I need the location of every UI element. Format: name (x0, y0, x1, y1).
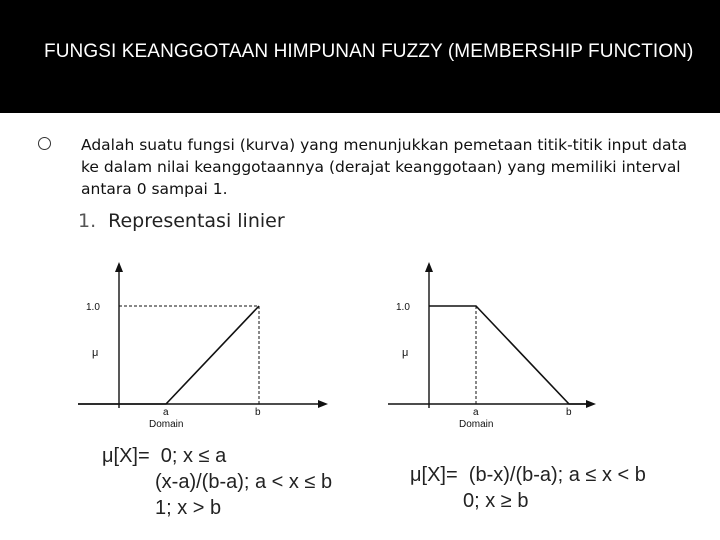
body-paragraph: Adalah suatu fungsi (kurva) yang menunjukkan pemetaan titik-titik input data ke dalam nilai keanggotaannya (derajat keanggotaan) yang memiliki interval antara 0 sampai 1. (81, 136, 688, 198)
right-membership-graph (380, 258, 610, 438)
left-formula-line2: (x-a)/(b-a); a < x ≤ b (155, 471, 333, 493)
right-x-label: Domain (459, 419, 494, 430)
left-y-tick: 1.0 (86, 302, 100, 313)
left-membership-line (78, 306, 259, 404)
title-bar (0, 0, 720, 113)
left-x-tick-a: a (163, 407, 169, 418)
left-x-label: Domain (149, 419, 184, 430)
left-formula (102, 443, 332, 521)
right-formula-prefix: μ[X]= (410, 464, 458, 486)
left-membership-graph (70, 258, 340, 438)
list-item (78, 210, 285, 232)
left-x-tick-b: b (255, 407, 261, 418)
right-formula (410, 462, 646, 514)
list-number: 1. (78, 210, 97, 232)
left-formula-line3: 1; x > b (155, 497, 222, 519)
right-membership-line (429, 306, 588, 404)
left-formula-line1: 0; x ≤ a (160, 445, 227, 467)
right-x-tick-a: a (473, 407, 479, 418)
bullet-circle-icon (38, 137, 51, 150)
left-x-arrow-icon (318, 400, 328, 408)
right-formula-line2: 0; x ≥ b (463, 490, 529, 512)
left-formula-prefix: μ[X]= (102, 445, 150, 467)
right-formula-line1: (b-x)/(b-a); a ≤ x < b (468, 464, 646, 486)
slide-title: FUNGSI KEANGGOTAAN HIMPUNAN FUZZY (MEMBERSHIP FUNCTION) (44, 41, 694, 62)
right-y-label: μ (402, 347, 409, 359)
right-x-tick-b: b (566, 407, 572, 418)
right-y-arrow-icon (425, 262, 433, 272)
list-item-label: Representasi linier (108, 210, 285, 232)
left-y-label: μ (92, 347, 99, 359)
left-y-arrow-icon (115, 262, 123, 272)
right-y-tick: 1.0 (396, 302, 410, 313)
